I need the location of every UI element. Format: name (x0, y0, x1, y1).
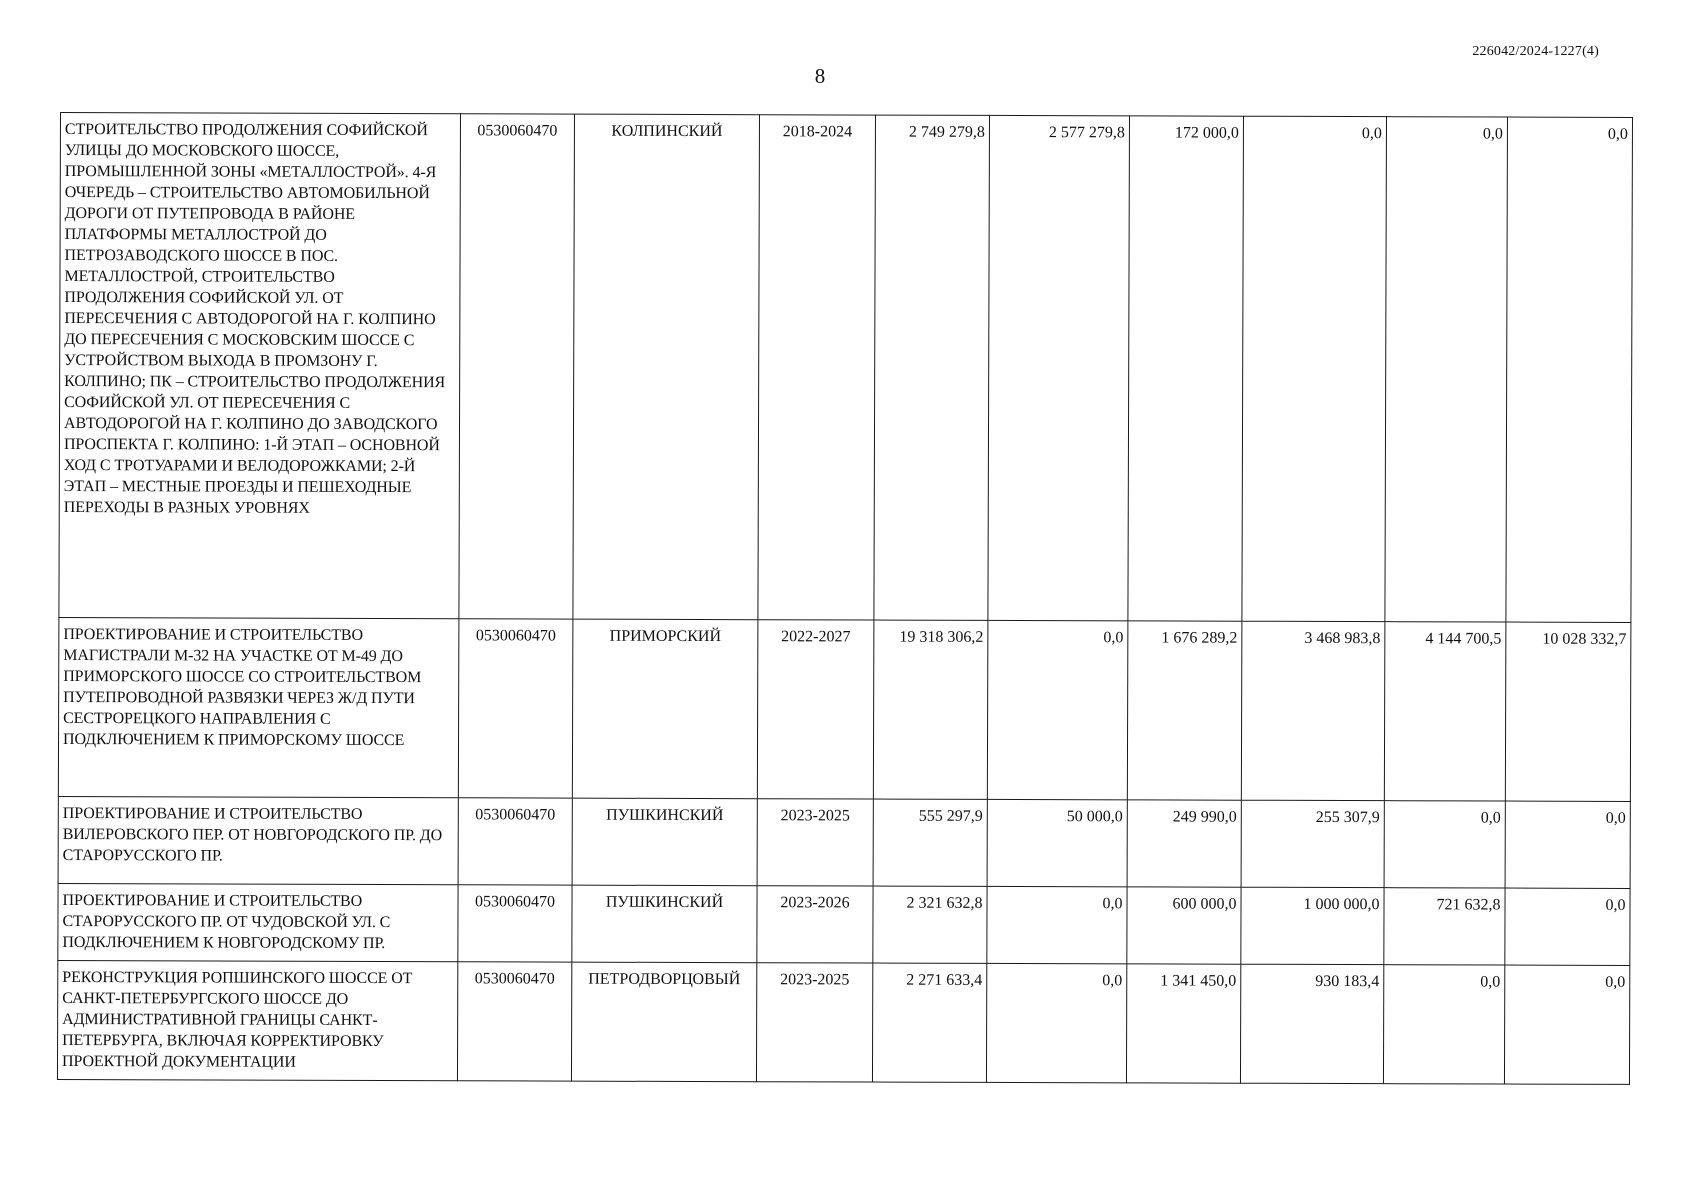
budget-code: 0530060470 (458, 798, 572, 885)
table-row (58, 796, 1630, 888)
object-name: РЕКОНСТРУКЦИЯ РОПШИНСКОГО ШОССЕ ОТ САНКТ-ПЕТЕРБУРГСКОГО ШОССЕ ДО АДМИНИСТРАТИВНОЙ ГРАНИЦЫ САНКТ-ПЕТЕРБУРГА, ВКЛЮЧАЯ КОРРЕКТИРОВКУ ПРОЕКТНОЙ ДОКУМЕНТАЦИИ (57, 960, 457, 1080)
district: ПРИМОРСКИЙ (572, 619, 758, 799)
district: ПУШКИНСКИЙ (572, 885, 757, 963)
document-id: 226042/2024-1227(4) (1472, 44, 1599, 59)
value-col-3: 930 183,4 (1240, 964, 1383, 1083)
value-col-5: 0,0 (1504, 965, 1629, 1084)
period: 2022-2027 (757, 620, 874, 799)
total-cost: 2 749 279,8 (874, 115, 990, 620)
object-name: ПРОЕКТИРОВАНИЕ И СТРОИТЕЛЬСТВО СТАРОРУССКОГО ПР. ОТ ЧУДОВСКОЙ УЛ. С ПОДКЛЮЧЕНИЕМ К НОВГОРОДСКОМУ ПР. (58, 883, 458, 961)
page-number: 8 (814, 64, 826, 88)
value-col-4: 721 632,8 (1384, 888, 1505, 965)
total-cost: 19 318 306,2 (873, 620, 988, 799)
value-col-4: 0,0 (1385, 117, 1508, 622)
value-col-3: 0,0 (1242, 116, 1387, 621)
value-col-3: 1 000 000,0 (1241, 887, 1384, 964)
period: 2023-2025 (756, 963, 872, 1082)
period: 2023-2026 (757, 886, 873, 963)
table-row (58, 883, 1630, 965)
value-col-2: 1 341 450,0 (1126, 964, 1240, 1083)
object-name: СТРОИТЕЛЬСТВО ПРОДОЛЖЕНИЯ СОФИЙСКОЙ УЛИЦЫ ДО МОСКОВСКОГО ШОССЕ, ПРОМЫШЛЕННОЙ ЗОНЫ «МЕТАЛЛОСТРОЙ». 4-Я ОЧЕРЕДЬ – СТРОИТЕЛЬСТВО АВТОМОБИЛЬНОЙ ДОРОГИ ОТ ПУТЕПРОВОДА В РАЙОНЕ ПЛАТФОРМЫ МЕТАЛЛОСТРОЙ ДО ПЕТРОЗАВОДСКОГО ШОССЕ В ПОС. МЕТАЛЛОСТРОЙ, СТРОИТЕЛЬСТВО ПРОДОЛЖЕНИЯ СОФИЙСКОЙ УЛ. ОТ ПЕРЕСЕЧЕНИЯ С АВТОДОРОГОЙ НА Г. КОЛПИНО ДО ПЕРЕСЕЧЕНИЯ С МОСКОВСКИМ ШОССЕ С УСТРОЙСТВОМ ВЫХОДА В ПРОМЗОНУ Г. КОЛПИНО; ПК – СТРОИТЕЛЬСТВО ПРОДОЛЖЕНИЯ СОФИЙСКОЙ УЛ. ОТ ПЕРЕСЕЧЕНИЯ С АВТОДОРОГОЙ НА Г. КОЛПИНО ДО ЗАВОДСКОГО ПРОСПЕКТА Г. КОЛПИНО: 1-Й ЭТАП – ОСНОВНОЙ ХОД С ТРОТУАРАМИ И ВЕЛОДОРОЖКАМИ; 2-Й ЭТАП – МЕСТНЫЕ ПРОЕЗДЫ И ПЕШЕХОДНЫЕ ПЕРЕХОДЫ В РАЗНЫХ УРОВНЯХ (59, 113, 461, 619)
total-cost: 2 271 633,4 (872, 963, 986, 1082)
district: ПУШКИНСКИЙ (572, 798, 757, 886)
value-col-2: 600 000,0 (1127, 887, 1241, 964)
budget-code: 0530060470 (458, 885, 572, 962)
value-col-1: 0,0 (987, 886, 1127, 963)
budget-code: 0530060470 (458, 619, 573, 798)
value-col-1: 0,0 (987, 620, 1128, 799)
period: 2023-2025 (757, 799, 873, 886)
value-col-4: 0,0 (1383, 965, 1504, 1084)
total-cost: 2 321 632,8 (873, 886, 987, 963)
budget-code: 0530060470 (459, 114, 575, 619)
value-col-2: 249 990,0 (1127, 800, 1241, 887)
program-table (57, 112, 1633, 1085)
object-name: ПРОЕКТИРОВАНИЕ И СТРОИТЕЛЬСТВО МАГИСТРАЛИ М-32 НА УЧАСТКЕ ОТ М-49 ДО ПРИМОРСКОГО ШОССЕ СО СТРОИТЕЛЬСТВОМ ПУТЕПРОВОДНОЙ РАЗВЯЗКИ ЧЕРЕЗ Ж/Д ПУТИ СЕСТРОРЕЦКОГО НАПРАВЛЕНИЯ С ПОДКЛЮЧЕНИЕМ К ПРИМОРСКОМУ ШОССЕ (58, 617, 459, 797)
value-col-5: 10 028 332,7 (1505, 622, 1631, 801)
value-col-1: 2 577 279,8 (988, 115, 1130, 620)
table-row (57, 960, 1629, 1084)
value-col-4: 4 144 700,5 (1384, 622, 1506, 801)
value-col-5: 0,0 (1505, 801, 1630, 888)
table-row (59, 113, 1633, 623)
district: ПЕТРОДВОРЦОВЫЙ (571, 962, 756, 1082)
object-name: ПРОЕКТИРОВАНИЕ И СТРОИТЕЛЬСТВО ВИЛЕРОВСКОГО ПЕР. ОТ НОВГОРОДСКОГО ПР. ДО СТАРОРУССКОГО ПР. (58, 796, 458, 884)
value-col-5: 0,0 (1505, 888, 1630, 965)
budget-code: 0530060470 (457, 962, 571, 1081)
value-col-1: 50 000,0 (987, 799, 1127, 886)
value-col-2: 1 676 289,2 (1127, 621, 1242, 800)
value-col-2: 172 000,0 (1128, 116, 1244, 621)
district: КОЛПИНСКИЙ (573, 114, 760, 620)
period: 2018-2024 (758, 115, 876, 620)
table-row (58, 617, 1631, 801)
value-col-1: 0,0 (986, 963, 1126, 1082)
value-col-4: 0,0 (1384, 801, 1505, 888)
value-col-3: 3 468 983,8 (1241, 621, 1385, 800)
value-col-5: 0,0 (1506, 117, 1633, 622)
total-cost: 555 297,9 (873, 799, 987, 886)
value-col-3: 255 307,9 (1241, 800, 1384, 887)
